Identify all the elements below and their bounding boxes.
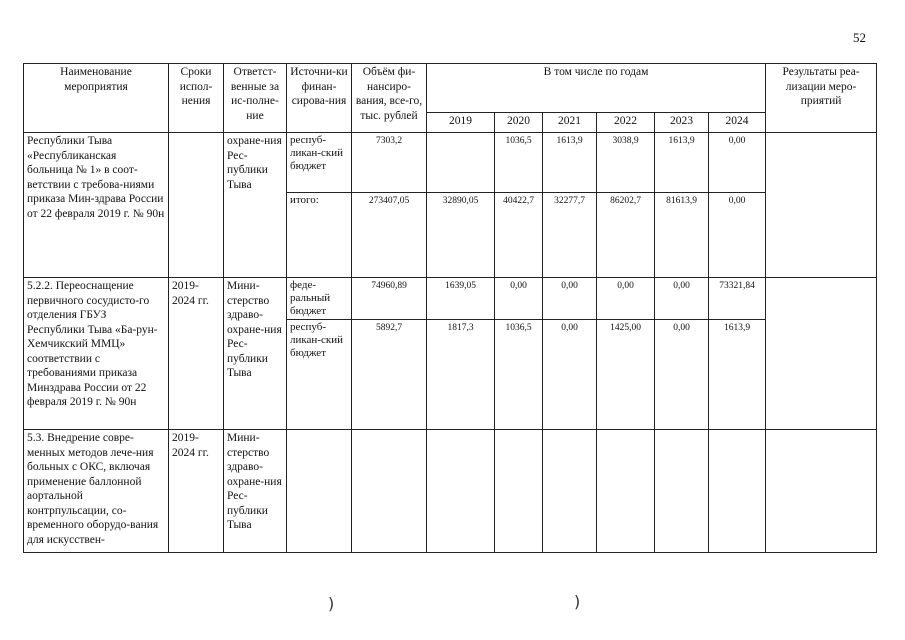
source-cell: респуб-ликан-ский бюджет (287, 320, 352, 430)
year-value (427, 430, 495, 553)
header-name: Наименование мероприятия (24, 64, 169, 133)
year-value: 0,00 (709, 133, 766, 193)
results-cell (766, 430, 877, 553)
total-cell (352, 430, 427, 553)
year-value (543, 430, 597, 553)
header-terms: Сроки испол-нения (169, 64, 224, 133)
year-value: 0,00 (655, 320, 709, 430)
source-cell (287, 430, 352, 553)
year-value: 32890,05 (427, 193, 495, 278)
source-cell: респуб-ликан-ский бюджет (287, 133, 352, 193)
total-cell: 74960,89 (352, 278, 427, 320)
year-2023: 2023 (655, 113, 709, 133)
year-value: 1613,9 (655, 133, 709, 193)
year-value: 86202,7 (597, 193, 655, 278)
page-number: 52 (853, 30, 866, 45)
year-2022: 2022 (597, 113, 655, 133)
year-value: 3038,9 (597, 133, 655, 193)
source-cell: итого: (287, 193, 352, 278)
year-value: 0,00 (597, 278, 655, 320)
table-row (24, 278, 877, 320)
table-row (24, 133, 877, 193)
year-value: 1639,05 (427, 278, 495, 320)
total-cell: 273407,05 (352, 193, 427, 278)
header-row (24, 64, 877, 113)
year-value (495, 430, 543, 553)
total-cell: 7303,2 (352, 133, 427, 193)
year-value (709, 430, 766, 553)
table-row (24, 430, 877, 553)
year-value: 73321,84 (709, 278, 766, 320)
year-value: 0,00 (655, 278, 709, 320)
year-value (427, 133, 495, 193)
responsible-cell: Мини-стерство здраво-охране-ния Рес-публики Тыва (224, 430, 287, 553)
year-value: 32277,7 (543, 193, 597, 278)
year-value: 0,00 (543, 278, 597, 320)
header-responsible: Ответст-венные за ис-полне-ние (224, 64, 287, 133)
year-2020: 2020 (495, 113, 543, 133)
program-table (23, 63, 877, 553)
year-value: 1425,00 (597, 320, 655, 430)
header-by-years: В том числе по годам (427, 64, 766, 113)
results-cell (766, 278, 877, 430)
year-value: 1613,9 (543, 133, 597, 193)
activity-cell: 5.2.2. Переоснащение первичного сосудисто-го отделения ГБУЗ Республики Тыва «Ба-рун-Хемчикский ММЦ» соответствии с требованиями приказа Минздрава России от 22 февраля 2019 г. № 90н (24, 278, 169, 430)
year-2019: 2019 (427, 113, 495, 133)
activity-cell: Республики Тыва «Республиканская больница № 1» в соот-ветствии с требова-ниями приказа Мин-здрава России от 22 февраля 2019 г. № 90н (24, 133, 169, 278)
year-value: 81613,9 (655, 193, 709, 278)
year-value: 1036,5 (495, 320, 543, 430)
responsible-cell: охране-ния Рес-публики Тыва (224, 133, 287, 278)
responsible-cell: Мини-стерство здраво-охране-ния Рес-публики Тыва (224, 278, 287, 430)
year-value: 1613,9 (709, 320, 766, 430)
year-value: 1817,3 (427, 320, 495, 430)
terms-cell (169, 133, 224, 278)
year-value: 1036,5 (495, 133, 543, 193)
scan-mark: ) (328, 594, 335, 613)
terms-cell: 2019-2024 гг. (169, 278, 224, 430)
header-volume: Объём фи-нансиро-вания, все-го, тыс. рублей (352, 64, 427, 133)
year-value (655, 430, 709, 553)
scan-mark: ) (574, 592, 581, 611)
activity-cell: 5.3. Внедрение совре-менных методов лече-ния больных с ОКС, включая применение баллонной аортальной контрпульсации, со-временного оборудо-вания для искусствен- (24, 430, 169, 553)
year-2021: 2021 (543, 113, 597, 133)
year-2024: 2024 (709, 113, 766, 133)
year-value: 0,00 (543, 320, 597, 430)
year-value: 0,00 (495, 278, 543, 320)
year-value: 0,00 (709, 193, 766, 278)
terms-cell: 2019-2024 гг. (169, 430, 224, 553)
header-sources: Источни-ки финан-сирова-ния (287, 64, 352, 133)
year-value: 40422,7 (495, 193, 543, 278)
year-value (597, 430, 655, 553)
header-results: Результаты реа-лизации меро-приятий (766, 64, 877, 133)
total-cell: 5892,7 (352, 320, 427, 430)
results-cell (766, 133, 877, 278)
source-cell: феде-ральный бюджет (287, 278, 352, 320)
